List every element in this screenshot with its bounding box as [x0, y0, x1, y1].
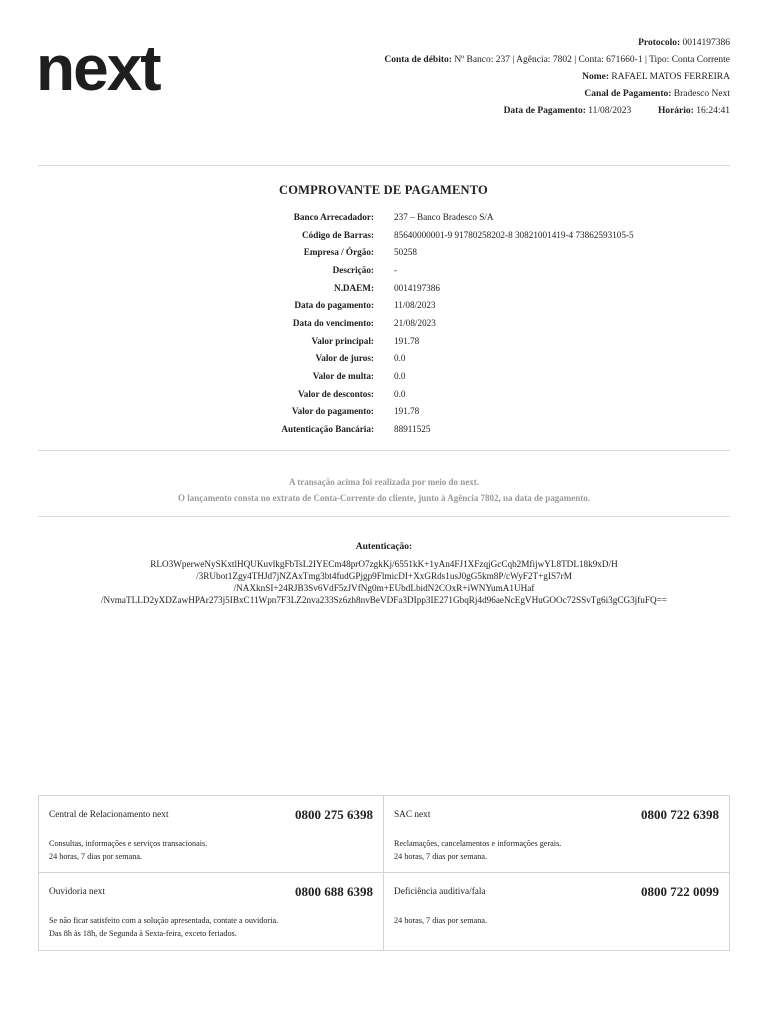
data-pagamento-value: 11/08/2023: [588, 106, 632, 116]
field-value: 50258: [394, 247, 417, 258]
field-row: [0, 403, 768, 421]
field-label: Valor de juros:: [315, 353, 374, 364]
contact-desc-line: Reclamações, cancelamentos e informações gerais.: [394, 839, 562, 848]
conta-line: [384, 52, 730, 69]
canal-value: Bradesco Next: [673, 89, 730, 99]
contact-name: Deficiência auditiva/fala: [394, 887, 486, 897]
payment-meta: [384, 35, 730, 120]
transaction-notice: [38, 474, 730, 506]
field-value: 0.0: [394, 353, 406, 364]
field-row: [0, 226, 768, 244]
contact-phone[interactable]: 0800 275 6398: [295, 807, 373, 822]
auth-line-4: /NvmaTLLD2yXDZawHPAr273j5IBxC11Wpn7F3LZ2nva233Sz6zh8nvBeVDFa3DIpp3IE271GbqRj4d96aeNcEgVHuGOOc72SSvTg6i3gCG3jfuFQ==: [101, 595, 667, 605]
field-row: [0, 279, 768, 297]
canal-line: [384, 86, 730, 103]
contact-desc-line: 24 horas, 7 dias por semana.: [394, 916, 487, 925]
protocolo-label: Protocolo:: [638, 38, 681, 48]
field-row: [0, 385, 768, 403]
field-value: 0.0: [394, 371, 406, 382]
payment-fields: [0, 208, 768, 438]
data-horario-line: [384, 103, 730, 120]
contact-name: Ouvidoria next: [49, 887, 106, 897]
field-value: 0014197386: [394, 282, 440, 293]
horario-label: Horário:: [657, 106, 694, 116]
auth-line-3: /NAXknSI+24RJB3Sv6VdF5zJVfNg0m+EUbdLbidN2COxR+iWNYumA1UHaf: [233, 583, 535, 593]
field-label: Valor principal:: [311, 335, 374, 346]
field-value: 237 – Banco Bradesco S/A: [394, 211, 494, 222]
field-label: Descrição:: [332, 264, 374, 275]
horario-value: 16:24:41: [696, 106, 730, 116]
contact-phone[interactable]: 0800 722 6398: [641, 807, 719, 822]
auth-line-2: /3RUbot1Zgy4THJd7jNZAxTmg3bt4fudGPjgp9FlmicDI+XxGRds1usJ0gG5km8P/cWyF2T+gIS7rM: [196, 571, 572, 581]
contact-deficiencia: [384, 873, 729, 950]
nome-value: RAFAEL MATOS FERREIRA: [611, 72, 730, 82]
canal-label: Canal de Pagamento:: [584, 89, 672, 99]
next-logo: next: [36, 32, 160, 104]
contact-phone[interactable]: 0800 722 0099: [641, 884, 719, 899]
field-value: 85640000001-9 91780258202-8 30821001419-4 73862593105-5: [394, 229, 634, 240]
contact-sac: [384, 796, 729, 873]
notice-line-2: O lançamento consta no extrato de Conta-Corrente do cliente, junto à Agência 7802, na data de pagamento.: [177, 493, 591, 503]
notice-line-1: A transação acima foi realizada por meio do next.: [289, 477, 479, 487]
field-label: Valor de descontos:: [297, 388, 374, 399]
contact-desc-line: Das 8h às 18h, de Segunda à Sexta-feira, exceto feriados.: [49, 929, 237, 938]
data-pagamento-label: Data de Pagamento:: [503, 106, 586, 116]
field-label: Banco Arrecadador:: [293, 211, 374, 222]
nome-line: [384, 69, 730, 86]
field-value: -: [394, 264, 398, 275]
contact-central: [39, 796, 384, 873]
field-value: 191.78: [394, 335, 420, 346]
field-row: [0, 420, 768, 438]
field-row: [0, 296, 768, 314]
contact-desc: [49, 837, 207, 863]
contact-name: Central de Relacionamento next: [49, 810, 169, 820]
field-label: Valor de multa:: [312, 371, 374, 382]
divider-lower: [38, 516, 730, 517]
contact-desc: [49, 914, 278, 940]
authentication-code: [60, 558, 708, 606]
field-label: N.DAEM:: [333, 282, 374, 293]
contact-desc: [394, 914, 487, 927]
divider-middle: [38, 450, 730, 451]
field-row: [0, 314, 768, 332]
field-value: 88911525: [394, 424, 431, 435]
field-row: [0, 243, 768, 261]
auth-line-1: RLO3WperweNySKxtlHQUKuvlkgFbTsL2IYECm48prO7zgkKj/6551kK+1yAn4FJ1XFzqjGcCqb2MfijwYL8TDL18k9xD/H: [150, 559, 618, 569]
field-value: 21/08/2023: [394, 317, 436, 328]
field-row: [0, 332, 768, 350]
field-label: Autenticação Bancária:: [281, 424, 374, 435]
contact-desc-line: Consultas, informações e serviços transacionais.: [49, 839, 208, 848]
conta-label: Conta de débito:: [384, 55, 452, 65]
field-label: Data do vencimento:: [292, 317, 374, 328]
field-label: Valor do pagamento:: [291, 406, 374, 417]
authentication-title: Autenticação:: [355, 542, 413, 552]
field-value: 191.78: [394, 406, 420, 417]
contact-desc-line: 24 horas, 7 dias por semana.: [394, 852, 487, 861]
field-label: Data do pagamento:: [294, 300, 374, 311]
contact-desc-line: Se não ficar satisfeito com a solução apresentada, contate a ouvidoria.: [49, 916, 279, 925]
document-title: COMPROVANTE DE PAGAMENTO: [279, 183, 488, 197]
nome-label: Nome:: [582, 72, 610, 82]
field-label: Empresa / Órgão:: [303, 247, 374, 258]
protocolo-line: [384, 35, 730, 52]
field-row: [0, 261, 768, 279]
field-value: 11/08/2023: [394, 300, 436, 311]
field-row: [0, 208, 768, 226]
contact-desc-line: 24 horas, 7 dias por semana.: [49, 852, 142, 861]
field-row: [0, 350, 768, 368]
field-row: [0, 367, 768, 385]
contact-desc: [394, 837, 561, 863]
field-label: Código de Barras:: [302, 229, 374, 240]
contact-phone[interactable]: 0800 688 6398: [295, 884, 373, 899]
protocolo-value: 0014197386: [682, 38, 730, 48]
contact-name: SAC next: [394, 810, 431, 820]
field-value: 0.0: [394, 388, 406, 399]
contact-grid: [38, 795, 730, 951]
divider-top: [38, 165, 730, 166]
conta-value: Nº Banco: 237 | Agência: 7802 | Conta: 671660-1 | Tipo: Conta Corrente: [454, 55, 730, 65]
contact-ouvidoria: [39, 873, 384, 950]
